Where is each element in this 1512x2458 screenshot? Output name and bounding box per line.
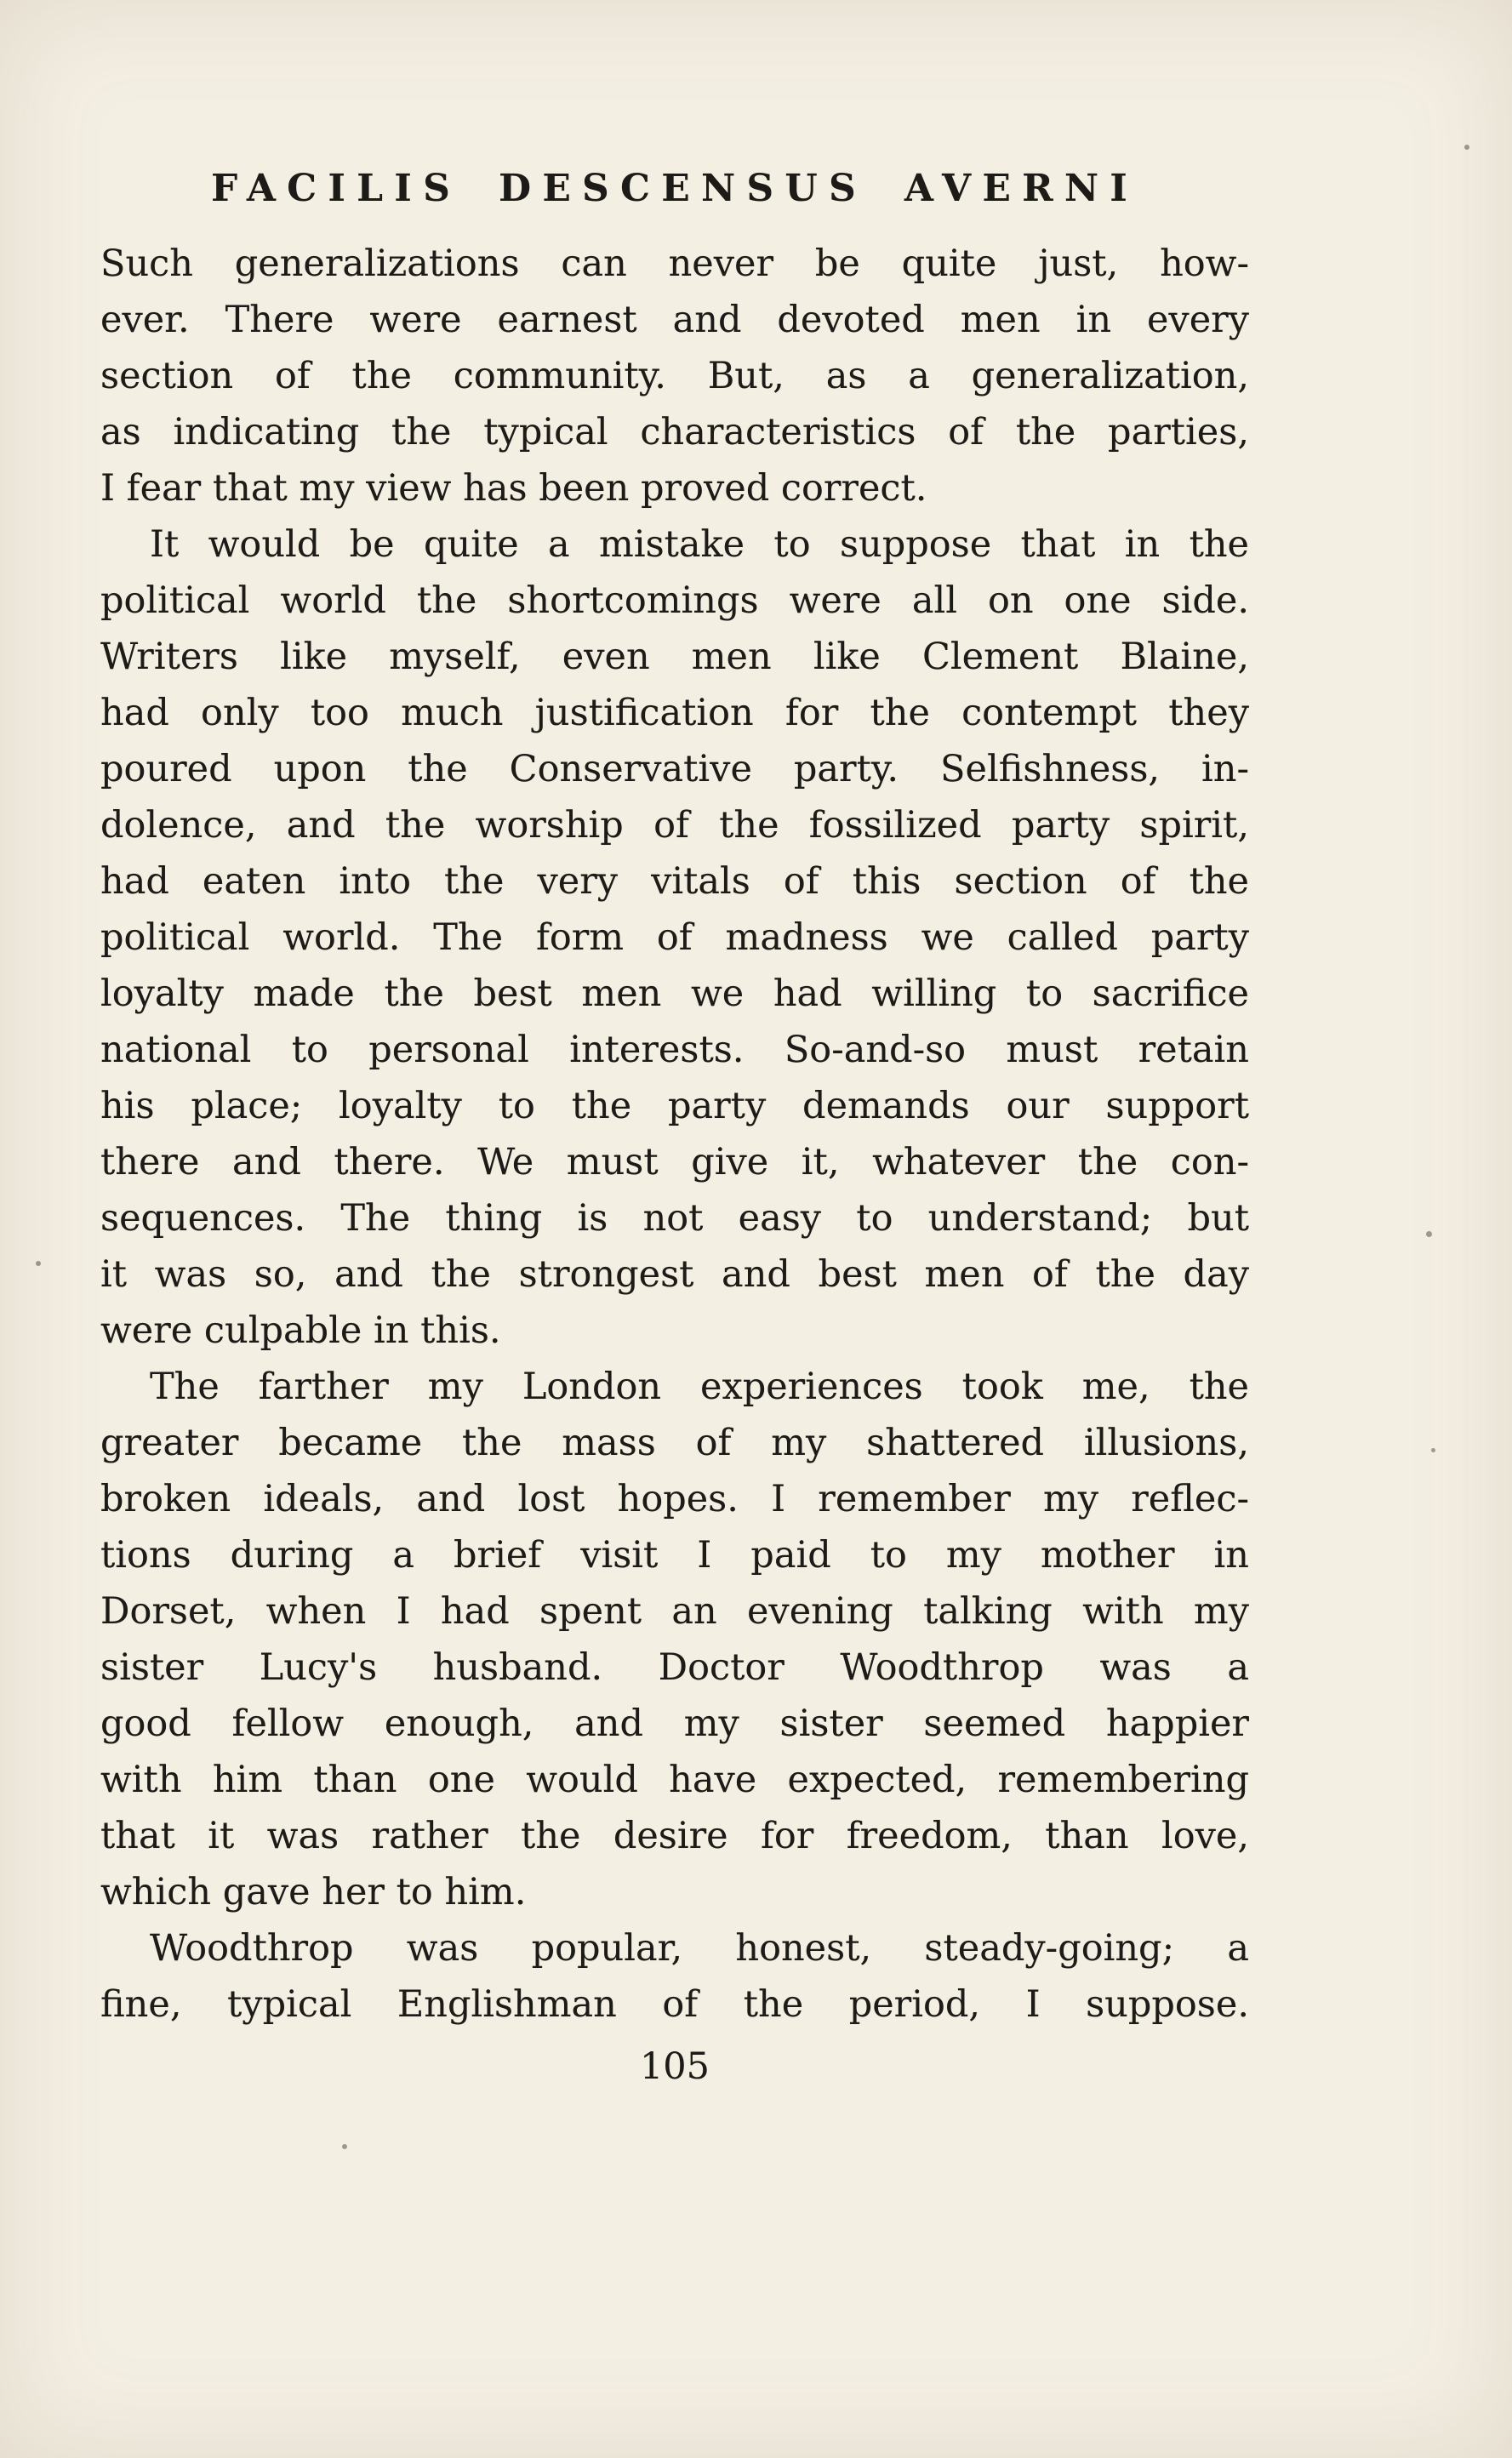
text-line: ever. There were earnest and devoted men in every	[100, 299, 1249, 341]
text-line: broken ideals, and lost hopes. I remember my reflec-	[100, 1478, 1249, 1520]
text-line: Dorset, when I had spent an evening talking with my	[100, 1590, 1249, 1633]
text-line: Woodthrop was popular, honest, steady-going; a	[150, 1927, 1249, 1970]
paragraph	[100, 236, 1249, 516]
text-line: had eaten into the very vitals of this section of the	[100, 860, 1249, 903]
text-line: as indicating the typical characteristics of the parties,	[100, 411, 1249, 453]
text-line: it was so, and the strongest and best men of the day	[100, 1253, 1249, 1296]
text-line: fine, typical Englishman of the period, I suppose.	[100, 1983, 1249, 2026]
text-line: poured upon the Conservative party. Selfishness, in-	[100, 748, 1249, 790]
text-line: loyalty made the best men we had willing to sacrifice	[100, 972, 1249, 1015]
text-line: political world. The form of madness we called party	[100, 916, 1249, 959]
scan-speck	[36, 1261, 41, 1266]
paragraph	[100, 1359, 1249, 1920]
text-line: political world the shortcomings were all on one side.	[100, 579, 1249, 622]
text-line: greater became the mass of my shattered illusions,	[100, 1422, 1249, 1464]
text-line: The farther my London experiences took me, the	[150, 1366, 1249, 1408]
text-line: Such generalizations can never be quite just, how-	[100, 242, 1249, 285]
text-line: tions during a brief visit I paid to my mother in	[100, 1534, 1249, 1577]
text-line: national to personal interests. So-and-so must retain	[100, 1029, 1249, 1071]
scan-speck	[1426, 1231, 1432, 1237]
scan-speck	[342, 2144, 347, 2149]
text-line: dolence, and the worship of the fossilized party spirit,	[100, 804, 1249, 847]
scan-speck	[1431, 1448, 1435, 1452]
text-line: there and there. We must give it, whatever the con-	[100, 1141, 1249, 1183]
text-line: that it was rather the desire for freedom, than love,	[100, 1815, 1249, 1857]
text-body	[100, 236, 1249, 2033]
text-line: had only too much justification for the contempt they	[100, 692, 1249, 734]
text-line: good fellow enough, and my sister seemed happier	[100, 1702, 1249, 1745]
paragraph	[100, 1920, 1249, 2033]
text-line: with him than one would have expected, remembering	[100, 1759, 1249, 1801]
paragraph	[100, 516, 1249, 1359]
text-line: sequences. The thing is not easy to understand; but	[100, 1197, 1249, 1240]
running-head: FACILIS DESCENSUS AVERNI	[210, 167, 1139, 210]
scan-speck	[1464, 145, 1469, 150]
text-line: I fear that my view has been proved correct.	[100, 467, 927, 510]
text-line: which gave her to him.	[100, 1871, 527, 1913]
page-number: 105	[639, 2045, 710, 2088]
text-line: his place; loyalty to the party demands our support	[100, 1085, 1249, 1127]
text-line: section of the community. But, as a generalization,	[100, 355, 1249, 397]
text-line: Writers like myself, even men like Clement Blaine,	[100, 636, 1249, 678]
text-block	[100, 167, 1249, 2094]
text-line: were culpable in this.	[100, 1309, 501, 1352]
text-line: sister Lucy's husband. Doctor Woodthrop was a	[100, 1646, 1249, 1689]
text-line: It would be quite a mistake to suppose that in the	[150, 523, 1249, 566]
